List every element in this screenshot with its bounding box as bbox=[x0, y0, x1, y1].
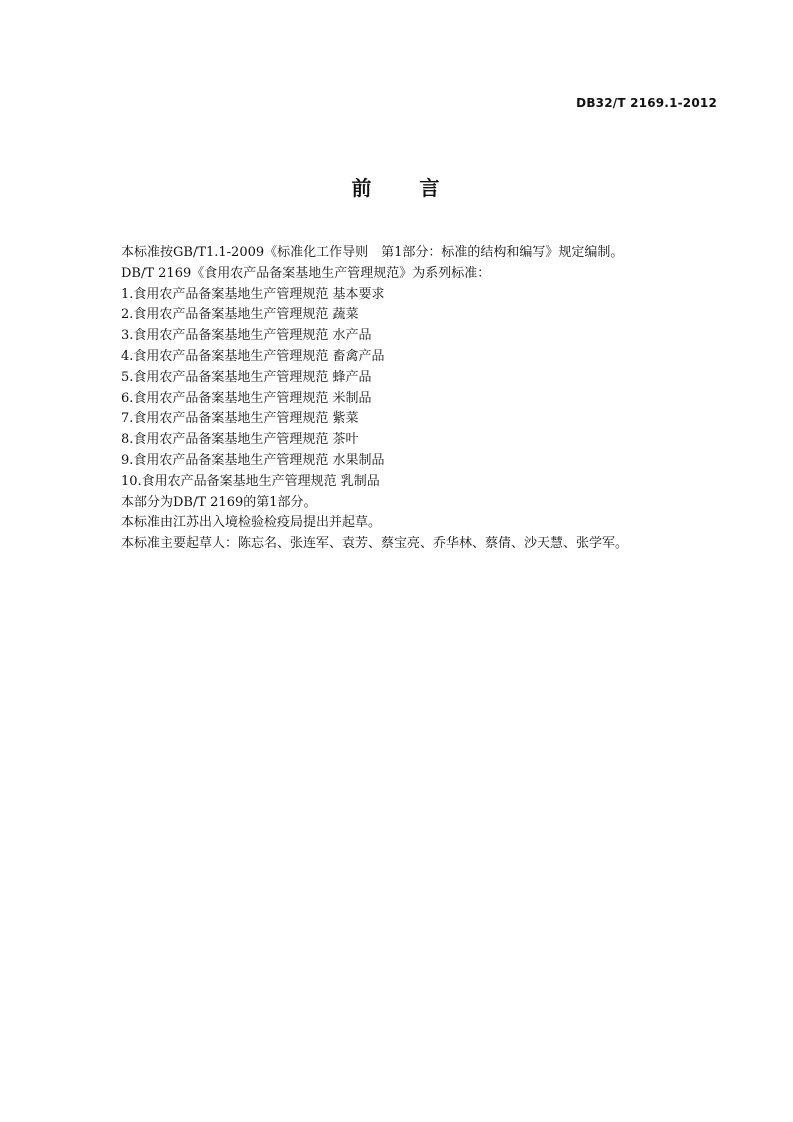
paragraph-series-intro: DB/T 2169《食用农产品备案基地生产管理规范》为系列标准： bbox=[121, 265, 491, 281]
list-item: 1.食用农产品备案基地生产管理规范 基本要求 bbox=[121, 286, 385, 302]
list-item: 8.食用农产品备案基地生产管理规范 茶叶 bbox=[121, 432, 359, 448]
list-item: 3.食用农产品备案基地生产管理规范 水产品 bbox=[121, 328, 372, 344]
list-item: 6.食用农产品备案基地生产管理规范 米制品 bbox=[121, 390, 372, 406]
list-item: 4.食用农产品备案基地生产管理规范 畜禽产品 bbox=[121, 348, 385, 364]
title-char-2: 言 bbox=[419, 176, 442, 200]
paragraph-part-statement: 本部分为DB/T 2169的第1部分。 bbox=[121, 494, 317, 510]
paragraph-drafting-rules: 本标准按GB/T1.1-2009《标准化工作导则 第1部分：标准的结构和编写》规定编制。 bbox=[121, 245, 624, 260]
document-body bbox=[121, 243, 721, 555]
page-title bbox=[0, 172, 793, 201]
title-char-1: 前 bbox=[351, 176, 374, 200]
list-item: 9.食用农产品备案基地生产管理规范 水果制品 bbox=[121, 452, 385, 468]
list-item: 5.食用农产品备案基地生产管理规范 蜂产品 bbox=[121, 369, 372, 385]
list-item: 10.食用农产品备案基地生产管理规范 乳制品 bbox=[121, 473, 380, 489]
list-item: 2.食用农产品备案基地生产管理规范 蔬菜 bbox=[121, 307, 359, 323]
document-code: DB32/T 2169.1-2012 bbox=[576, 96, 717, 110]
paragraph-drafters: 本标准主要起草人：陈忘名、张连军、袁芳、蔡宝亮、乔华林、蔡倩、沙天慧、张学军。 bbox=[121, 536, 629, 552]
paragraph-proposer: 本标准由江苏出入境检验检疫局提出并起草。 bbox=[121, 515, 382, 531]
list-item: 7.食用农产品备案基地生产管理规范 紫菜 bbox=[121, 411, 359, 427]
